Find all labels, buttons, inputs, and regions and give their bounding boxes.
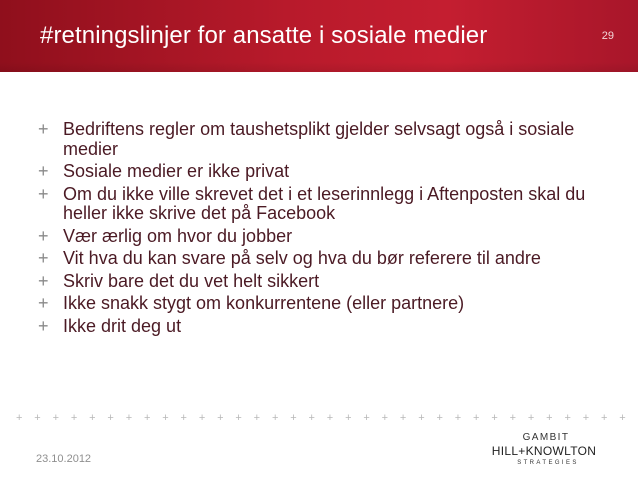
bullet-text: Vær ærlig om hvor du jobber xyxy=(63,225,293,246)
plus-dot-icon: + xyxy=(198,412,206,424)
page-number: 29 xyxy=(601,30,614,42)
plus-dot-icon: + xyxy=(107,412,114,424)
bullet-item xyxy=(38,272,618,292)
plus-dot-icon: + xyxy=(381,412,389,424)
bullet-item xyxy=(38,120,618,159)
plus-dot-icon: + xyxy=(16,412,23,424)
plus-dot-icon: + xyxy=(546,412,553,424)
plus-dot-icon: + xyxy=(363,412,370,424)
plus-dot-icon: + xyxy=(308,412,315,424)
bullet-text: Om du ikke ville skrevet det i et leserinnlegg i Aftenposten skal du heller ikke skrive det på Facebook xyxy=(63,183,586,223)
plus-dot-icon: + xyxy=(473,412,480,424)
logo-top-text: GAMBIT xyxy=(522,432,570,443)
plus-dot-icon: + xyxy=(399,412,407,424)
plus-bullet-icon: + xyxy=(38,248,49,268)
plus-dot-icon: + xyxy=(217,412,224,424)
bullet-list xyxy=(38,120,618,339)
plus-dot-icon: + xyxy=(345,412,352,424)
plus-bullet-icon: + xyxy=(38,270,49,291)
bullet-text: Sosiale medier er ikke privat xyxy=(63,161,290,181)
plus-bullet-icon: + xyxy=(38,315,49,336)
plus-dot-icon: + xyxy=(454,412,462,424)
plus-bullet-icon: + xyxy=(38,119,49,139)
plus-dot-icon: + xyxy=(564,412,571,424)
bullet-item xyxy=(38,294,618,314)
bullet-item xyxy=(38,185,618,224)
bullet-text: Skriv bare det du vet helt sikkert xyxy=(63,270,320,291)
plus-bullet-icon: + xyxy=(38,225,49,246)
footer-date: 23.10.2012 xyxy=(36,453,92,465)
title-bar xyxy=(0,0,638,72)
plus-dot-icon: + xyxy=(527,412,535,424)
decorative-plus-divider xyxy=(16,410,626,426)
plus-dot-icon: + xyxy=(34,412,41,424)
plus-dot-icon: + xyxy=(125,412,133,424)
logo-main-text: HILL+KNOWLTON xyxy=(491,444,597,458)
plus-dot-icon: + xyxy=(70,412,78,424)
plus-dot-icon: + xyxy=(180,412,187,424)
plus-bullet-icon: + xyxy=(38,293,49,313)
plus-dot-icon: + xyxy=(418,412,425,424)
plus-dot-icon: + xyxy=(326,412,334,424)
plus-bullet-icon: + xyxy=(38,183,49,204)
plus-dot-icon: + xyxy=(619,412,626,424)
bullet-text: Bedriftens regler om taushetsplikt gjelder selvsagt også i sosiale medier xyxy=(63,119,575,159)
plus-dot-icon: + xyxy=(290,412,297,424)
bullet-text: Ikke drit deg ut xyxy=(63,315,182,336)
plus-dot-icon: + xyxy=(89,412,96,424)
bullet-item xyxy=(38,162,618,182)
bullet-item xyxy=(38,227,618,247)
bullet-item xyxy=(38,249,618,269)
plus-dot-icon: + xyxy=(491,412,498,424)
plus-dot-icon: + xyxy=(143,412,151,424)
plus-dot-icon: + xyxy=(52,412,59,424)
plus-dot-icon: + xyxy=(601,412,608,424)
plus-dot-icon: + xyxy=(253,412,261,424)
logo-bottom-text: STRATEGIES xyxy=(517,460,579,466)
plus-dot-icon: + xyxy=(271,412,279,424)
plus-dot-icon: + xyxy=(235,412,242,424)
bullet-item xyxy=(38,317,618,337)
plus-dot-icon: + xyxy=(582,412,590,424)
plus-bullet-icon: + xyxy=(38,161,49,181)
plus-dot-icon: + xyxy=(162,412,169,424)
bullet-text: Ikke snakk stygt om konkurrentene (eller partnere) xyxy=(63,293,465,313)
plus-dot-icon: + xyxy=(436,412,443,424)
plus-dot-icon: + xyxy=(509,412,517,424)
bullet-text: Vit hva du kan svare på selv og hva du bør referere til andre xyxy=(63,248,541,268)
company-logo xyxy=(478,432,610,472)
slide-title: #retningslinjer for ansatte i sosiale medier xyxy=(40,22,488,49)
